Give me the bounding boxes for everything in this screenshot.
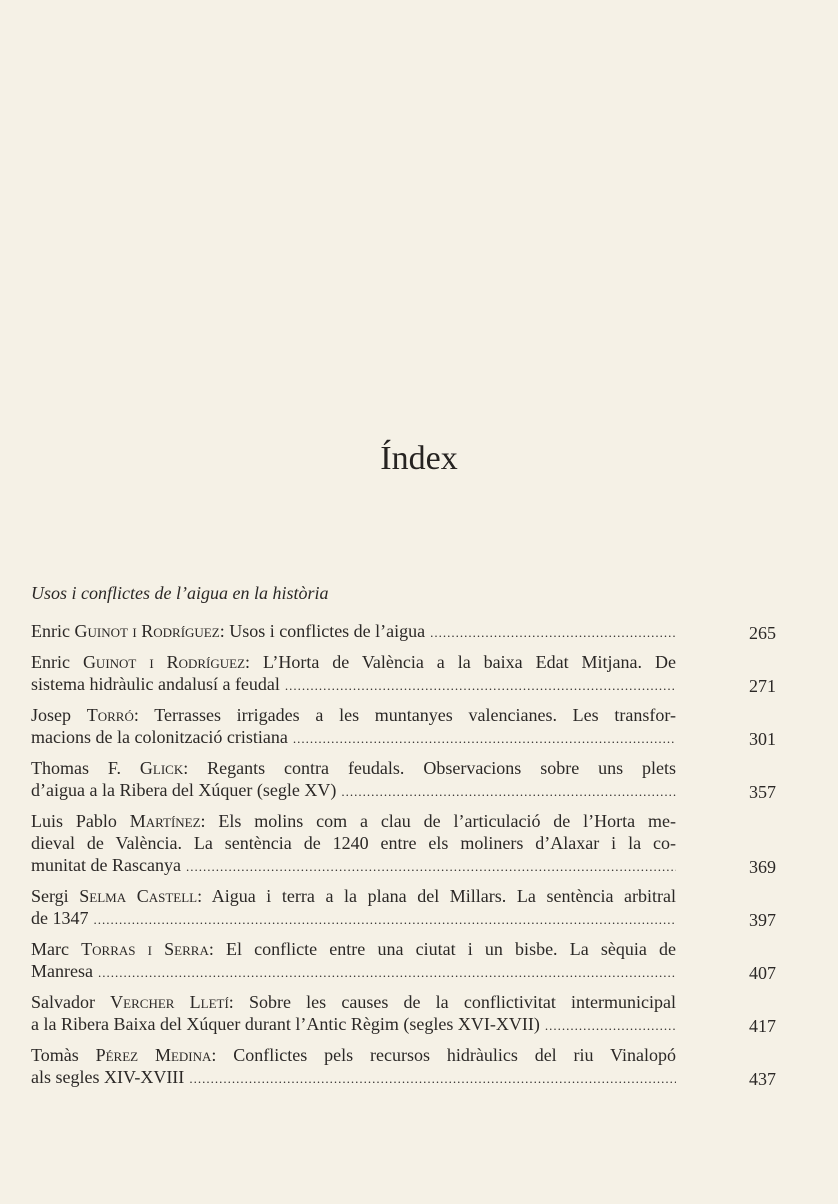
toc-entry-line (31, 854, 676, 878)
section-heading: Usos i conflictes de l’aigua en la història (31, 583, 329, 603)
entry-title-text: Usos i conflictes de l’aigua (229, 621, 426, 641)
toc-entry-line: Thomas F. Glick: Regants contra feudals. Observacions sobre uns plets (31, 758, 677, 778)
dot-leader (98, 962, 676, 984)
page-number: 265 (749, 623, 776, 643)
author-first-name: Luis Pablo (31, 811, 117, 831)
toc-entry (31, 651, 776, 697)
toc-entry-text (31, 757, 676, 803)
toc-entry-line (31, 960, 676, 984)
entry-title-text: a la Ribera Baixa del Xúquer durant l’Antic Règim (segles XVI-XVII) (31, 1014, 540, 1034)
author-first-name: Sergi (31, 886, 69, 906)
toc-entry-line (31, 1066, 676, 1090)
page-number: 417 (749, 1016, 776, 1036)
toc-entry-line: Sergi Selma Castell: Aigua i terra a la plana del Millars. La sentència arbitral (31, 886, 677, 906)
entry-title-text: Regants contra feudals. Observacions sobre uns plets (207, 758, 677, 778)
toc-entry-line: Tomàs Pérez Medina: Conflictes pels recursos hidràulics del riu Vinalopó (31, 1045, 676, 1065)
entry-title-text: als segles XIV-XVIII (31, 1067, 185, 1087)
dot-leader (341, 781, 676, 803)
author-first-name: Enric (31, 652, 70, 672)
toc-entry-line: Josep Torró: Terrasses irrigades a les muntanyes valencianes. Les transfor- (31, 705, 676, 725)
page-number: 271 (749, 676, 776, 696)
toc-entry-text (31, 991, 676, 1037)
toc-entry (31, 704, 776, 750)
author-surname: Vercher Lletí (110, 992, 229, 1012)
author-first-name: Salvador (31, 992, 95, 1012)
toc-entry-line (31, 673, 676, 697)
toc-entry-text (31, 620, 676, 644)
table-of-contents (31, 620, 776, 1097)
author-first-name: Enric (31, 621, 70, 641)
author-surname: Selma Castell (79, 886, 198, 906)
toc-entry-text (31, 1044, 676, 1090)
toc-entry (31, 991, 776, 1037)
author-first-name: Josep (31, 705, 71, 725)
toc-entry (31, 885, 776, 931)
dot-leader (189, 1068, 676, 1090)
entry-title-text: Els molins com a clau de l’articulació de l’Horta me- (218, 811, 676, 831)
toc-entry-line (31, 832, 676, 854)
dot-leader (94, 909, 677, 931)
toc-entry-text (31, 810, 676, 878)
entry-title-text: dieval de València. La sentència de 1240 entre els moliners d’Alaxar i la co- (31, 833, 676, 853)
toc-entry (31, 757, 776, 803)
author-surname: Glick (139, 758, 184, 778)
toc-entry-line (31, 907, 676, 931)
entry-title-text: munitat de Rascanya (31, 855, 181, 875)
toc-entry (31, 938, 776, 984)
dot-leader (186, 856, 676, 878)
entry-title-text: Conflictes pels recursos hidràulics del riu Vinalopó (233, 1045, 676, 1065)
toc-entry-line (31, 1013, 676, 1037)
toc-entry-line (31, 726, 676, 750)
dot-leader (285, 675, 676, 697)
author-surname: Guinot i Rodríguez (74, 621, 220, 641)
author-surname: Martínez (129, 811, 201, 831)
entry-title-text: L’Horta de València a la baixa Edat Mitjana. De (263, 652, 676, 672)
page-number: 407 (749, 963, 776, 983)
entry-title-text: Manresa (31, 961, 93, 981)
toc-entry-text (31, 704, 676, 750)
page-number: 301 (749, 729, 776, 749)
entry-title-text: d’aigua a la Ribera del Xúquer (segle XV) (31, 780, 337, 800)
entry-title-text: de 1347 (31, 908, 89, 928)
entry-title-text: sistema hidràulic andalusí a feudal (31, 674, 280, 694)
author-first-name: Thomas F. (31, 758, 121, 778)
page-number: 357 (749, 782, 776, 802)
author-surname: Torras i Serra (81, 939, 209, 959)
author-surname: Pérez Medina (95, 1045, 212, 1065)
toc-entry-text (31, 651, 676, 697)
author-surname: Guinot i Rodríguez (82, 652, 246, 672)
entry-title-text: Aigua i terra a la plana del Millars. La sentència arbitral (211, 886, 677, 906)
dot-leader (293, 728, 676, 750)
entry-title-text: Terrasses irrigades a les muntanyes valencianes. Les transfor- (154, 705, 676, 725)
toc-entry (31, 810, 776, 878)
toc-entry-line: Salvador Vercher Lletí: Sobre les causes de la conflictivitat intermunicipal (31, 992, 676, 1012)
entry-title-text: Sobre les causes de la conflictivitat intermunicipal (248, 992, 676, 1012)
author-first-name: Marc (31, 939, 69, 959)
page-title: Índex (380, 440, 458, 477)
dot-leader (545, 1015, 676, 1037)
entry-title-text: macions de la colonització cristiana (31, 727, 288, 747)
author-surname: Torró (86, 705, 134, 725)
toc-entry-text (31, 938, 676, 984)
toc-entry-line: Marc Torras i Serra: El conflicte entre una ciutat i un bisbe. La sèquia de (31, 939, 677, 959)
toc-entry-line (31, 779, 676, 803)
toc-entry-line: Enric Guinot i Rodríguez: L’Horta de València a la baixa Edat Mitjana. De (31, 652, 676, 672)
page-number: 397 (749, 910, 776, 930)
author-first-name: Tomàs (31, 1045, 79, 1065)
entry-title-text: El conflicte entre una ciutat i un bisbe. La sèquia de (226, 939, 677, 959)
toc-entry-text (31, 885, 676, 931)
toc-entry (31, 620, 776, 644)
page-number: 437 (749, 1069, 776, 1089)
toc-entry-line: Enric Guinot i Rodríguez: Usos i conflictes de l’aigua ..... (31, 620, 676, 644)
toc-entry (31, 1044, 776, 1090)
toc-entry-line: Luis Pablo Martínez: Els molins com a clau de l’articulació de l’Horta me- (31, 811, 676, 831)
dot-leader (430, 622, 676, 644)
page-number: 369 (749, 857, 776, 877)
